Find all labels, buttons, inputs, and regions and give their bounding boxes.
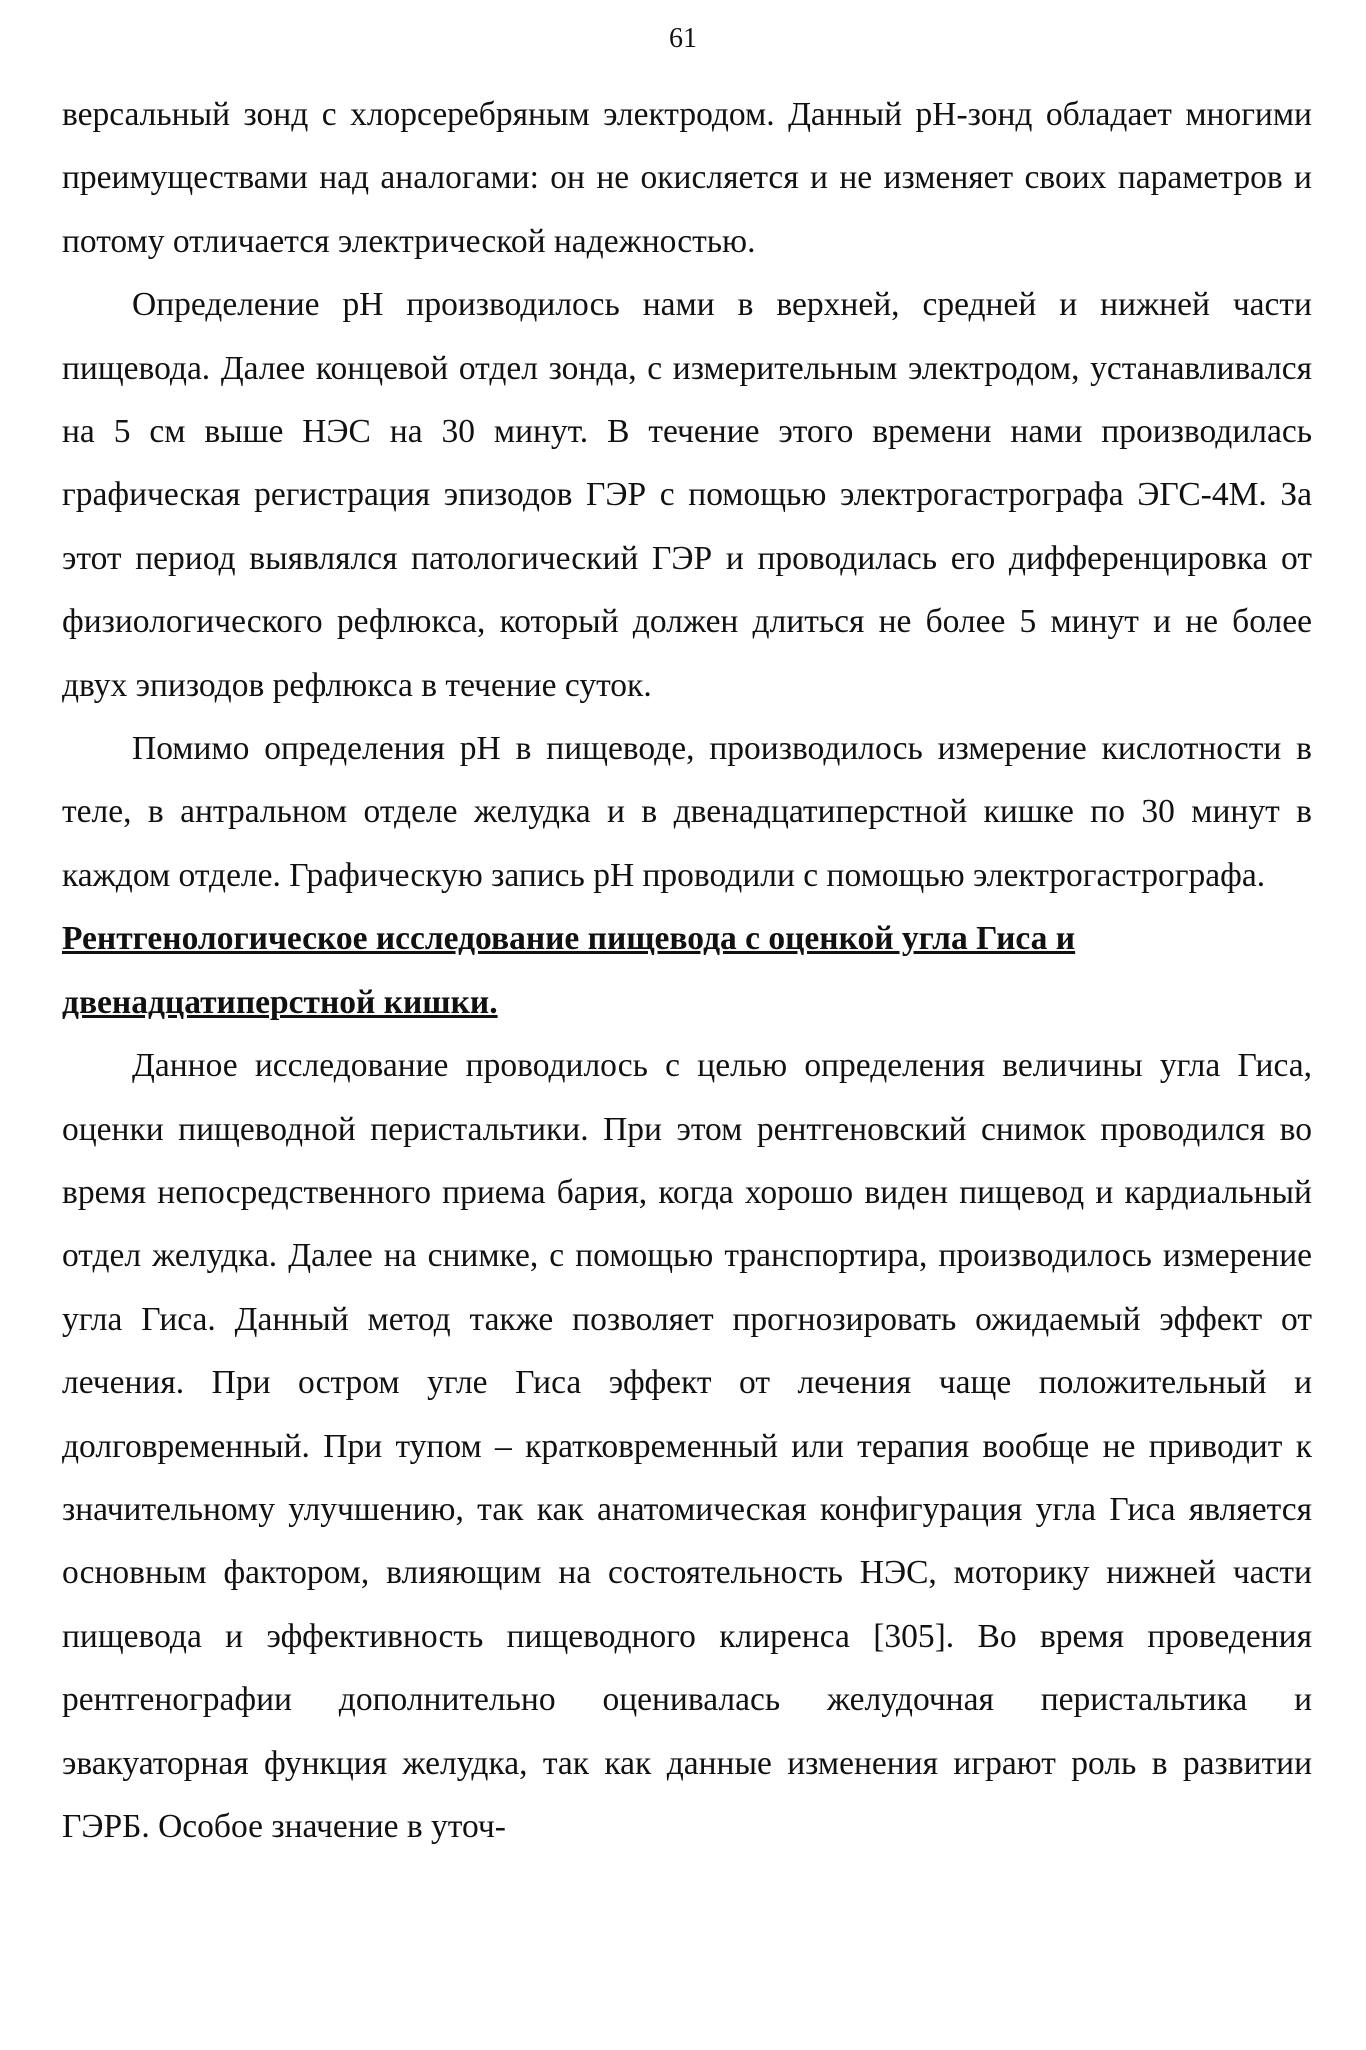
paragraph-continuation: версальный зонд с хлорсеребряным электродом. Данный рН-зонд обладает многими преимуществами над аналогами: он не окисляется и не изменяет своих параметров и потому отличается электрической надежностью. <box>62 96 1312 260</box>
page-number: 61 <box>669 23 697 54</box>
body-text <box>62 83 1312 1858</box>
section-heading: Рентгенологическое исследование пищевода с оценкой угла Гиса и двенадцатиперстной кишки. <box>62 920 1076 1021</box>
paragraph-xray-study: Данное исследование проводилось с целью определения величины угла Гиса, оценки пищеводной перистальтики. При этом рентгеновский снимок проводился во время непосредственного приема бария, когда хорошо виден пищевод и кардиальный отдел желудка. Далее на снимке, с помощью транспортира, производилось измерение угла Гиса. Данный метод также позволяет прогнозировать ожидаемый эффект от лечения. При остром угле Гиса эффект от лечения чаще положительный и долговременный. При тупом – кратковременный или терапия вообще не приводит к значительному улучшению, так как анатомическая конфигурация угла Гиса является основным фактором, влияющим на состоятельность НЭС, моторику нижней части пищевода и эффективность пищеводного клиренса [305]. Во время проведения рентгенографии дополнительно оценивалась желудочная перистальтика и эвакуаторная функция желудка, так как данные изменения играют роль в развитии ГЭРБ. Особое значение в уточ- <box>62 1047 1312 1845</box>
paragraph-ph-measurement: Определение рН производилось нами в верхней, средней и нижней части пищевода. Далее концевой отдел зонда, с измерительным электродом, устанавливался на 5 см выше НЭС на 30 минут. В течение этого времени нами производилась графическая регистрация эпизодов ГЭР с помощью электрогастрографа ЭГС-4М. За этот период выявлялся патологический ГЭР и проводилась его дифференцировка от физиологического рефлюкса, который должен длиться не более 5 минут и не более двух эпизодов рефлюкса в течение суток. <box>62 286 1312 704</box>
paragraph-acidity-measurement: Помимо определения рН в пищеводе, производилось измерение кислотности в теле, в антральном отделе желудка и в двенадцатиперстной кишке по 30 минут в каждом отделе. Графическую запись рН проводили с помощью электрогастрографа. <box>62 730 1312 894</box>
